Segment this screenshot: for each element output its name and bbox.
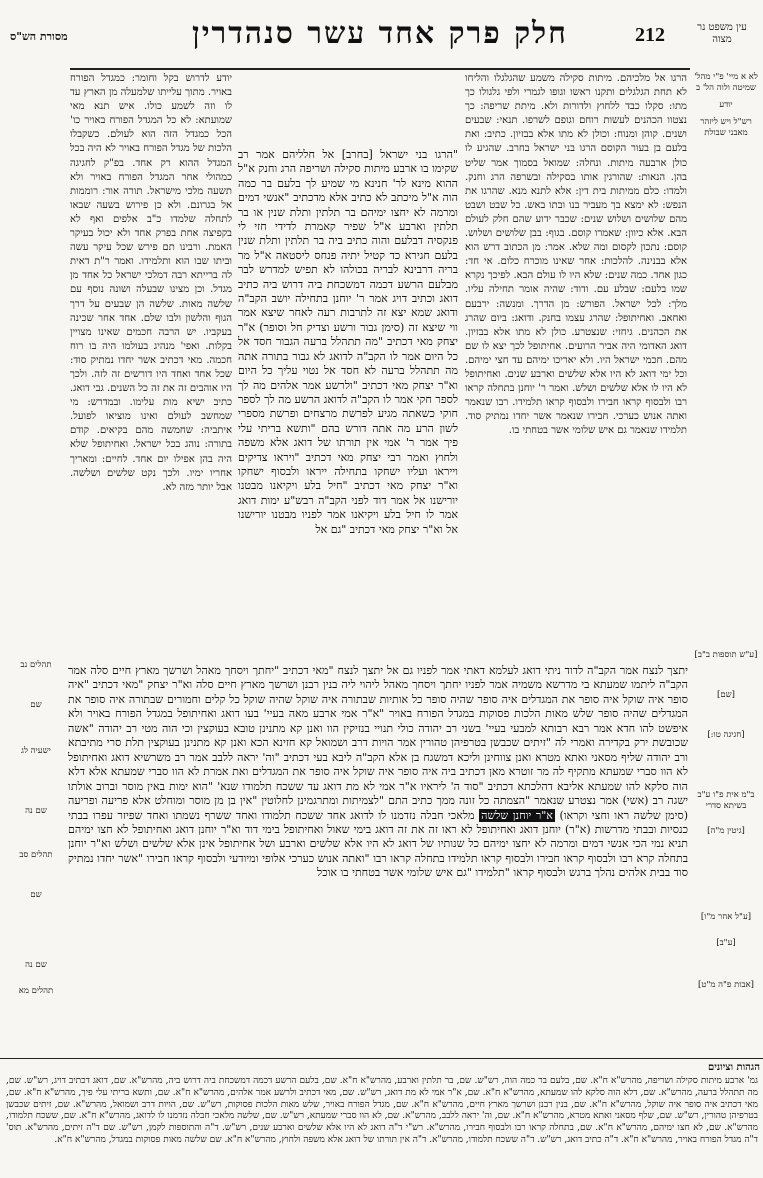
margin-notes-right <box>692 72 760 145</box>
margin-note: ב"מ אית פ"ו ע"ב בשיתא סדרי <box>697 790 755 811</box>
page-title: חלק פרק אחד עשר סנהדרין <box>192 16 568 51</box>
highlighted-phrase: א"ר יוחנן שלשה <box>481 808 553 822</box>
gemara-text: יתצך לנצח אמר הקב"ה לדוד ניתי דואג לעלמא דאתי אמר לפניו גם אל יתצך לנצח "מאי דכתיב "יחתך ויסחך מאהל ושרשך מארץ חיים סלה אמר הקב"ה ליתמו שמעתא בי מדרשא משמיה אמר לפניו יחתך ויסחך מאהל ליהוי ליה בנין רבנן ושרשך מארץ חיים סלה וא"ר יצחק "מאי דכתיב "איה סופר איה שוקל איה סופר את המגדלים איה סופר שהיה סופר כל אותיות שבתורה איה שוקל שהיה שוקל כל קלים וחמורים שבתורה איה סופר את המגדלים שהיה סופר שלש מאות הלכות פסוקות במגדל הפורח באויר "א"ר אמי ארבע מאה בעיי' בעו דואג ואחיתופל במגדל הפורח באויר ולא איפשט להו חדא אמר רבא רבותא למבעי בעיי' בשני רב יהודה כולי תנויי בנזיקין הוו ואנן קא מתנינן טובא בעוקצין וכי הוה מטי רב יהודה "אשה שכובשת ירק בקדירה ואמרי לה "זיתים שכבשן בטרפיהן טהורין אמר הויות דרב ושמואל קא חזינא הכא ואנן קא מתנינן בעוקצין תלת סרי מתיבתא ורב יהודה שליף מסאני ואתא מטרא ואנן צווחינן וליכא דמשגח בן אלא הקב"ה ליבא בעי דכתיב "וה' יראה ללבב אמר רב משרשיא דואג ואחיתופל לא הוו סברי שמעתא מתקיף לה מר זוטרא מאן דכתיב ביה איה סופר איה שוקל איה סופר את המגדלים ואת אמרת לא הוו סברי שמעתא אלא דלא הוה סלקא להו שמעתא אליבא דהלכתא דכתיב "סוד ה' ליראיו א"ר אמי לא מת דואג עד ששכח תלמודו שנא' "הוא ימות באין מוסר וברוב אולתו ישגה רב (אשי) אמר נצטרע שנאמר "הצמתה כל זונה ממך כתיב התם "לצמיתות ומתרגמינן לחלוטין "אין בן מן מוסר ומוחלט אלא פריעה ופריעה (סימן שלשה ראו וחצי וקראו) <box>68 664 688 822</box>
page-number: 212 <box>635 24 665 46</box>
margin-note: רש"ל ויש ליזהר מאבני שבולת <box>700 117 752 138</box>
tosafot-text: יודע לדרוש בקל וחומר: כמגדל הפורח באויר. מתוך עלייתו שלמעלה מן הארץ עד לו וזה לשמע כולו. איש תנא מאי שמועתא: לא כל המגדל הפורח באויר כו' הכל כמגדל הזה הוא לעולם. כשקבלו הלכות של מגדל הפורח באויר לא היה בכל המגדל ההוא רק אחד. בפ"ק לחגיגה כמהולי אחר המגדל הפורח באויר ולא תשעה מלכי מישראל. תורה אור: רוממות אל בגרונם. ולא כן פירוש בשעה שבאו לתחלה שלמדו כ"ב אלפים ואף לא בקפיצה אחת בפרק אחד ולא יכול בעיקר האמת. ורבינו תם פירש שכל עיקר עשה וביתו שבו הוא ותלמידו. ואמר ר"ת דאית לה ברייתא רבה דמלכי ישראל כל אחד מן מגדל. וכן מצינו שבעלה ושונה נוסף עם שלשה מאות. שלשה הן שבעים על דרך הגוף והלשון ולבו שלם. אחד אחר שכינה בעקביו. יש הרבה חכמים שאינו מצויין בקלות. ואפי' מנהיג בעולמו היה בו רוח חכמה. מאי דכתיב אשר יחדו נמתיק סוד: שכל אחד ואחד היו דורשים זה לזה. ולכך היו אוהבים זה את זה כל השנים. גבי דואג. כתיב ישיא מות עלימו. ובמדרש: מי שמחשב לעולם ואינו מוציאו לפועל. איתביה: שחמשה מהם בקיאים. קודם בתורה: נוהג בכל ישראל. ואחיתופל שלא היה בהן אפילו יום אחד. לחיים: ומאריך אחריו ימיו. ולכך נקט שלשים ושלשה. אבל יותר מזה לא. <box>70 73 232 493</box>
header-left-label: מסורת הש"ס <box>10 30 68 43</box>
margin-note: [ע"ש תוספות ב"ב] <box>694 650 758 660</box>
margin-note: [שם] <box>717 690 735 700</box>
gemara-column <box>238 148 458 664</box>
tosafot-commentary <box>70 72 232 662</box>
margin-note: לא א מיי' פ"י מהל' שמיטה ולוה הל' ב <box>694 72 758 93</box>
margin-note: [אבות פ"ה מ"ט] <box>698 980 754 990</box>
margin-note: ישעיה לג <box>21 746 51 756</box>
margin-note: [חגיגה טו:] <box>707 730 745 740</box>
margin-note: שם <box>30 890 42 900</box>
margin-note: שם <box>30 700 42 710</box>
margin-note: שם נה <box>25 960 47 970</box>
header-right-label: עין משפט נר מצוה <box>697 22 747 45</box>
rashi-text: הרגו אל מלכיהם. מיתות סקילה משמע שהגלגלו והליחו לא תחת הגלגלים ותקנו ראשו וגופו לגמרי ולפי גלגולו כך מתו: סקלו כבד ללחוץ ולדורות ולא. מיתת שריפה: כך נצטוו הכהנים לעשות רוחם וגופם לשרפו. תנאי: שבעים ושנים. קוהן ומנוח: וכולן לא מתו אלא בבזיון. כתיב: ואת בלעם בן בעור הקוסם הרגו בני ישראל בחרב. שהגיע לו כולן ארבעה מיתות. ונחלה: שמואל בסמוך אמר שליט בהן. הנאות: שהורגין אותו בסקילה ובשרפה הרג וחנק. ולמדו: כלם ממיתות בית דין: אלא לתנא מנא. שהרגו את הנפש: לא ימצא בך מעביר בנו ובתו באש. כל שבט ושבט מהם שלושים ושלוש שנים: שכבר ידוע שהם חלק לעולם הבא. אלא כיוון: שאמרו קוסם. בגוף: בבן שלושים ושלוש. קוסם: נתכון לקסום ומה שלא. אמר: מן הכתוב דרש הוא אלא בבנינה. להלכות: אחר שאינו מוכרח כלום. אי חד: כגון אחד. כמה שנים: שלא היו לו עולם הבא. לפיכך נקרא שמו בלעם: שבלע עם. ודוד: שהיה אומר תחילה עליו. מלך: לכל ישראל. הפורש: מן הדרך. ומנשה: ירבעם ואחאב. ואחיתופל: שהרג עצמו בחנק. ודואג: ביום שהרג את הכהנים. גיחזי: שנצטרע. כולן לא מתו אלא בבזיון. דואג האדומי היה אביר הרועים. אחיתופל לכך יצא לו שם מהם. חכמי ישראל היו. ולא יאריכו ימיהם עד חצי ימיהם. וכל ימי דואג לא היו אלא שלשים וארבע שנים. ואחיתופל לא היו לו אלא שלשים ושלש. ואמר ר' יוחנן בתחלה קראו רבו ולבסוף קראו חבירו ולבסוף קראו תלמידו. רבו שנאמר ואתה אנוש כערכי. חבירו שנאמר אשר יחדו נמתיק סוד. תלמידו שנאמר גם איש שלומי אשר בטחתי בו. <box>465 73 687 437</box>
footnotes-text: גמ' ארבע מיתות סקילה ושריפה, מהרש"א ח"א. שם, בלעם בר כמה הוה, רש"ש. שם, בר תלתין וארבע, מהרש"א ח"א. שם, בלעם הרשע דכמה דמשכחת ביה דרוש ביה, מהרש"א. שם, דואג דכתיב דויג, רש"ש. שם, מה תתהלל ברעה, מהרש"א. שם, דלא הוה סלקא להו שמעתא, מהרש"א ח"א. שם, א"ר אמי לא מת דואג, רש"ש. שם, מאי דכתיב ולרשע אמר אלהים, מהרש"א ח"א. שם, ותשא בריתי עלי פיך, מהרש"א ח"א. שם, מאי דכתיב איה סופר איה שוקל, מהרש"א ח"א. שם, בנין רבנן ושרשך מארץ חיים, מהרש"א ח"א. שם, מגדל הפורח באויר, שלש מאות הלכות פסוקות, רש"ש. שם, הויות דרב ושמואל, מהרש"א. שם, זיתים שכבשן בטרפיהן טהורין, רש"ש. שם, שלף מסאני ואתא מטרא, מהרש"א ח"א. שם, וה' יראה ללבב, מהרש"א. שם, לא הוו סברי שמעתא, רש"ש. שם, שלשה מלאכי חבלה נזדמנו לו לדואג, מהרש"א ח"א. שם, ששכח תלמודו, מהרש"א. שם, לא חצו ימיהם, מהרש"א ח"א. שם, בתחלה קראו רבו ולבסוף חבירו, מהרש"א. רש"י ד"ה דואג לא היו אלא שלשים וארבע שנים, רש"ש. ד"ה והתוספות לקמן, רש"ש. שם ד"ה זיתים, מהרש"א. תוס' ד"ה מגדל הפורח באויר, מהרש"א ח"א. ד"ה כתיב דואג, רש"ש. ד"ה ששכח תלמודו, מהרש"א. ד"ה אין תורתו של דואג אלא משפה ולחוץ, מהרש"א ח"א. שם שלשה מאות פסוקות במגדל, מהרש"א ח"א. <box>6 1076 758 1145</box>
margin-note: יודע <box>719 100 733 110</box>
gemara-text: מלאכי חבלה נזדמנו לו לדואג אחד ששכח תלמודו ואחד ששרף נשמתו ואחד שפיזר עפרו בבתי כנסיות ובבתי מדרשות (א"ר) יוחנן דואג ואחיתופל לא ראו זה את זה דואג בימי שאול ואחיתופל בימי דוד וא"ר יוחנן דואג ואחיתופל לא חצו ימיהם תניא נמי הכי אנשי דמים ומרמה לא יחצו ימיהם כל שנותיו של דואג לא היו אלא שלשים וארבע ושל אחיתופל אינן אלא שלשים ושלש וא"ר יוחנן בתחלה קרא רבו ולבסוף קראו חבירו ולבסוף קראו תלמידו בתחלה קראו רבו "ואתה אנוש כערכי אלופי ומיודעי ולבסוף קראו חבירו "אשר יחדו נמתיק סוד בבית אלהים נהלך ברגש ולבסוף קראו "תלמידו "גם איש שלומי אשר בטחתי בו אוכל <box>68 808 688 880</box>
rashi-commentary <box>465 72 687 662</box>
margin-note: תהלים נב <box>20 660 52 670</box>
margin-note: [גיטין מ"ה] <box>707 826 745 836</box>
margin-note: שם נה <box>25 806 47 816</box>
margin-note: תהלים מא <box>18 986 54 996</box>
header-divider <box>70 68 690 70</box>
gemara-text: "הרגו בני ישראל [בחרב] אל חלליהם אמר רב שקימו בו ארבע מיתות סקילה ושריפה הרג וחנק א"ל ההוא מינא לר' חנינא מי שמיע לך בלעם בר כמה הוה א"ל מיכתב לא כתיב אלא מדכתיב "אנשי דמים ומרמה לא יחצו ימיהם בר תלתין ותלת שנין או בר תלתין וארבע א"ל שפיר קאמרת לדידי חזי לי פנקסיה דבלעם והוה כתיב ביה בר תלתין ותלת שנין בלעם חגירא כד קטיל יתיה פנחס ליסטאה א"ל מר בריה דרבינא לבריה בכולהו לא תפיש למדרש לבר מבלעם הרשע דכמה דמשכחת ביה דרוש ביה כתיב דואג וכתיב דויג אמר ר' יוחנן בתחילה יושב הקב"ה ודואג שמא יצא זה לתרבות רעה לאחר שיצא אמר ווי שיצא זה (סימן גבור ורשע וצדיק חל וסופר) א"ר יצחק מאי דכתיב "מה תתהלל ברעה הגבור חסד אל כל היום אמר לו הקב"ה לדואג לא גבור בתורה אתה מה תתהלל ברעה לא חסד אל נטוי עליך כל היום וא"ר יצחק מאי דכתיב "ולרשע אמר אלהים מה לך לספר חקי אמר לו הקב"ה לדואג הרשע מה לך לספר חוקי כשאתה מגיע לפרשת מרצחים ופרשת מספרי לשון הרע מה אתה דורש בהם "ותשא בריתי עלי פיך אמר ר' אמי אין תורתו של דואג אלא משפה ולחוץ ואמר רבי יצחק מאי דכתיב "ויראו צדיקים וייראו ועליו ישחקו בתחילה ייראו ולבסוף ישחקו וא"ר יצחק מאי דכתיב "חיל בלע ויקיאנו מבטנו יורישנו אל אמר דוד לפני הקב"ה רבש"ע ימות דואג אמר לו חיל בלע ויקיאנו אמר לפניו מבטנו יורישנו אל וא"ר יצחק מאי דכתיב "גם אל <box>238 148 458 536</box>
page-header <box>0 8 763 68</box>
margin-note: [ע"ב] <box>716 938 736 948</box>
margin-note: [ע"ל אחר מ"ו] <box>700 912 752 922</box>
margin-note: תהלים סב <box>19 850 53 860</box>
footer-divider <box>0 1058 763 1059</box>
gemara-main-text <box>68 664 688 1042</box>
footer-heading: הגהות וציונים <box>707 1062 760 1073</box>
